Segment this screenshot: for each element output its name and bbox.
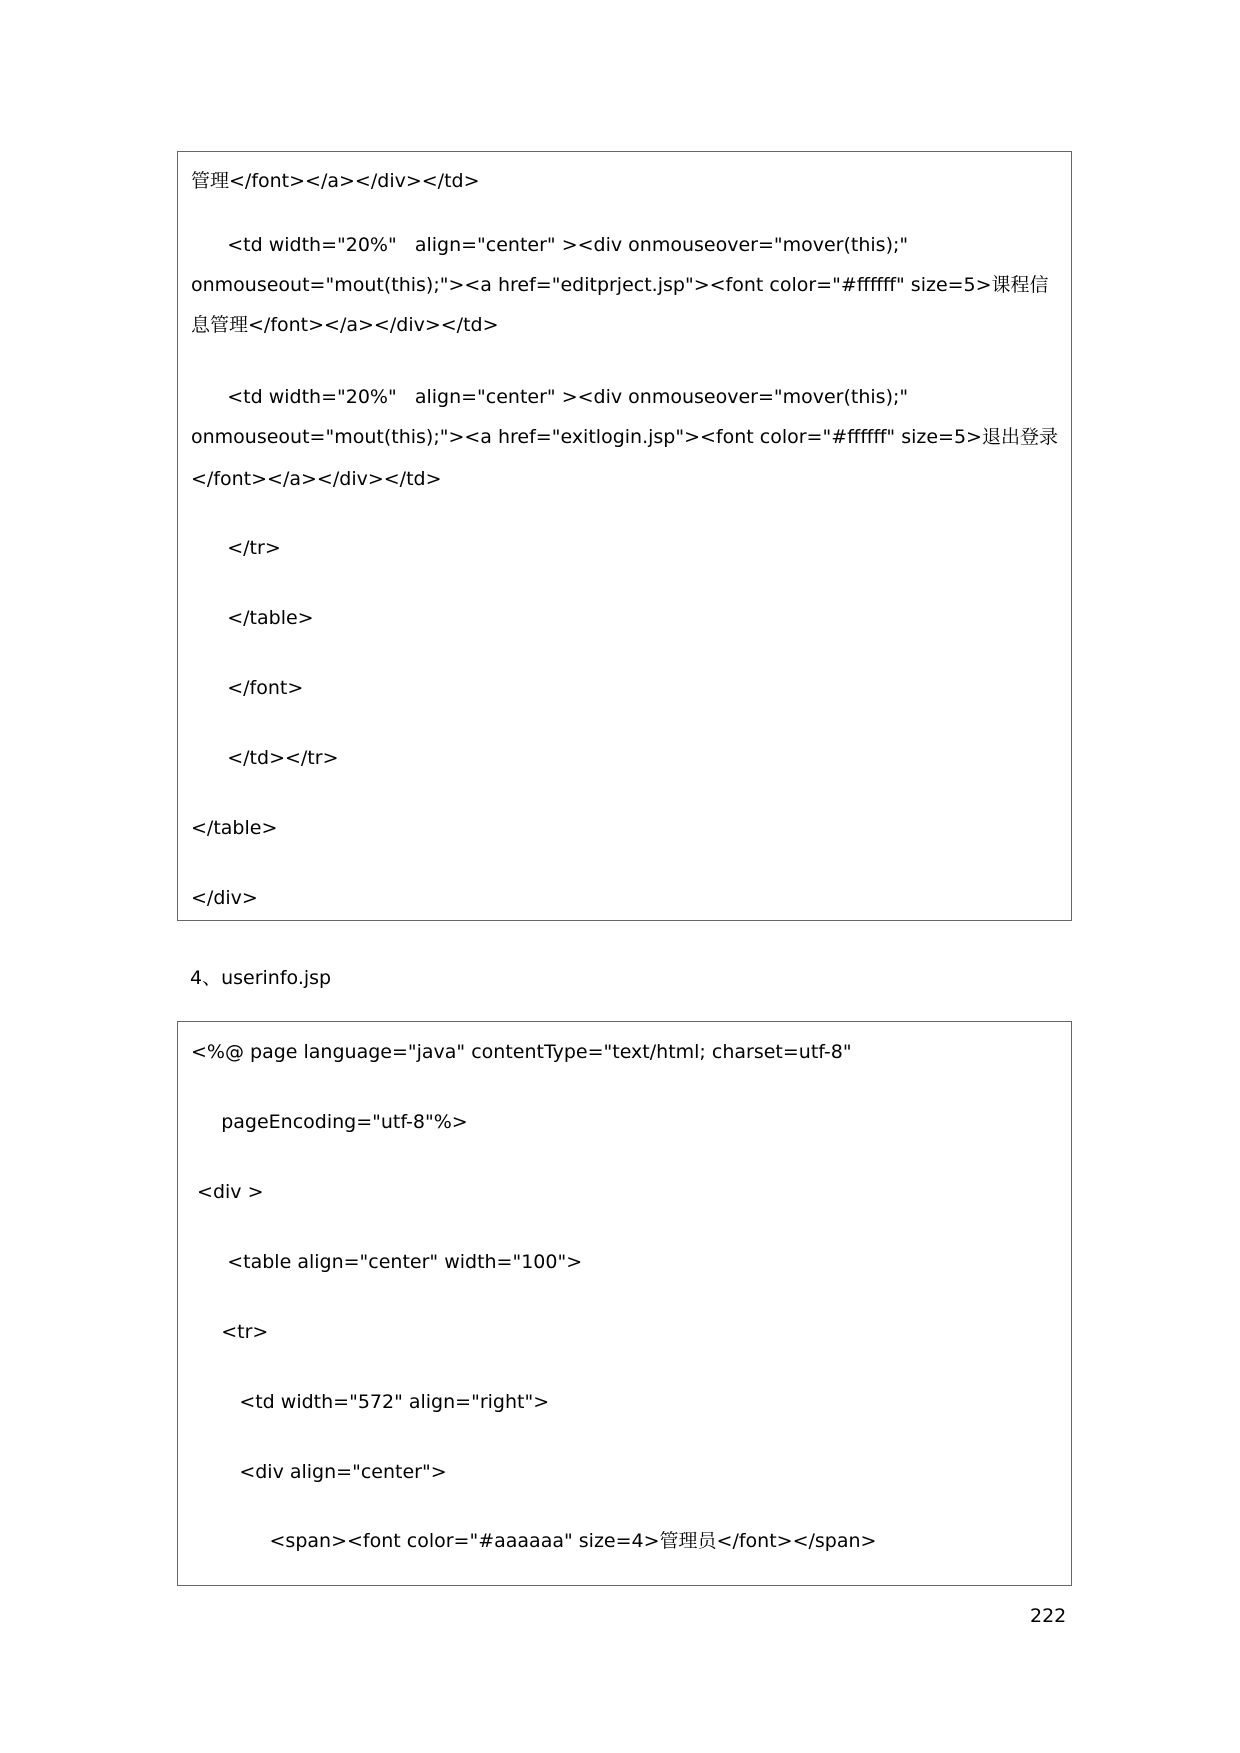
section-heading: 4、userinfo.jsp [190, 967, 332, 989]
code-line: <div > [191, 1181, 264, 1203]
code-block-userinfo-jsp [177, 1021, 1072, 1586]
code-line: 管理</font></a></div></td> [191, 170, 480, 192]
code-line: pageEncoding="utf-8"%> [191, 1111, 468, 1133]
code-line: <%@ page language="java" contentType="text/html; charset=utf-8" [191, 1041, 852, 1063]
code-line: 息管理</font></a></div></td> [191, 314, 499, 336]
code-line: </td></tr> [191, 747, 339, 769]
code-line: </div> [191, 887, 258, 909]
code-line: </table> [191, 607, 314, 629]
code-line: <tr> [191, 1321, 269, 1343]
code-line: onmouseout="mout(this);"><a href="exitlogin.jsp"><font color="#ffffff" size=5>退出登录 [191, 426, 1058, 448]
code-line: </font></a></div></td> [191, 468, 442, 490]
code-line: </table> [191, 817, 278, 839]
code-line: <td width="20%" align="center" ><div onmouseover="mover(this);" [191, 386, 909, 408]
code-block-menu-fragment [177, 151, 1072, 921]
code-line: <td width="20%" align="center" ><div onmouseover="mover(this);" [191, 234, 909, 256]
code-line: <table align="center" width="100"> [191, 1251, 583, 1273]
page-number: 222 [1030, 1605, 1067, 1627]
code-line: <div align="center"> [191, 1461, 447, 1483]
code-line: onmouseout="mout(this);"><a href="editprject.jsp"><font color="#ffffff" size=5>课程信 [191, 274, 1049, 296]
code-line: <span><font color="#aaaaaa" size=4>管理员</font></span> [191, 1530, 877, 1552]
code-line: </font> [191, 677, 304, 699]
code-line: </tr> [191, 537, 281, 559]
code-line: <td width="572" align="right"> [191, 1391, 550, 1413]
